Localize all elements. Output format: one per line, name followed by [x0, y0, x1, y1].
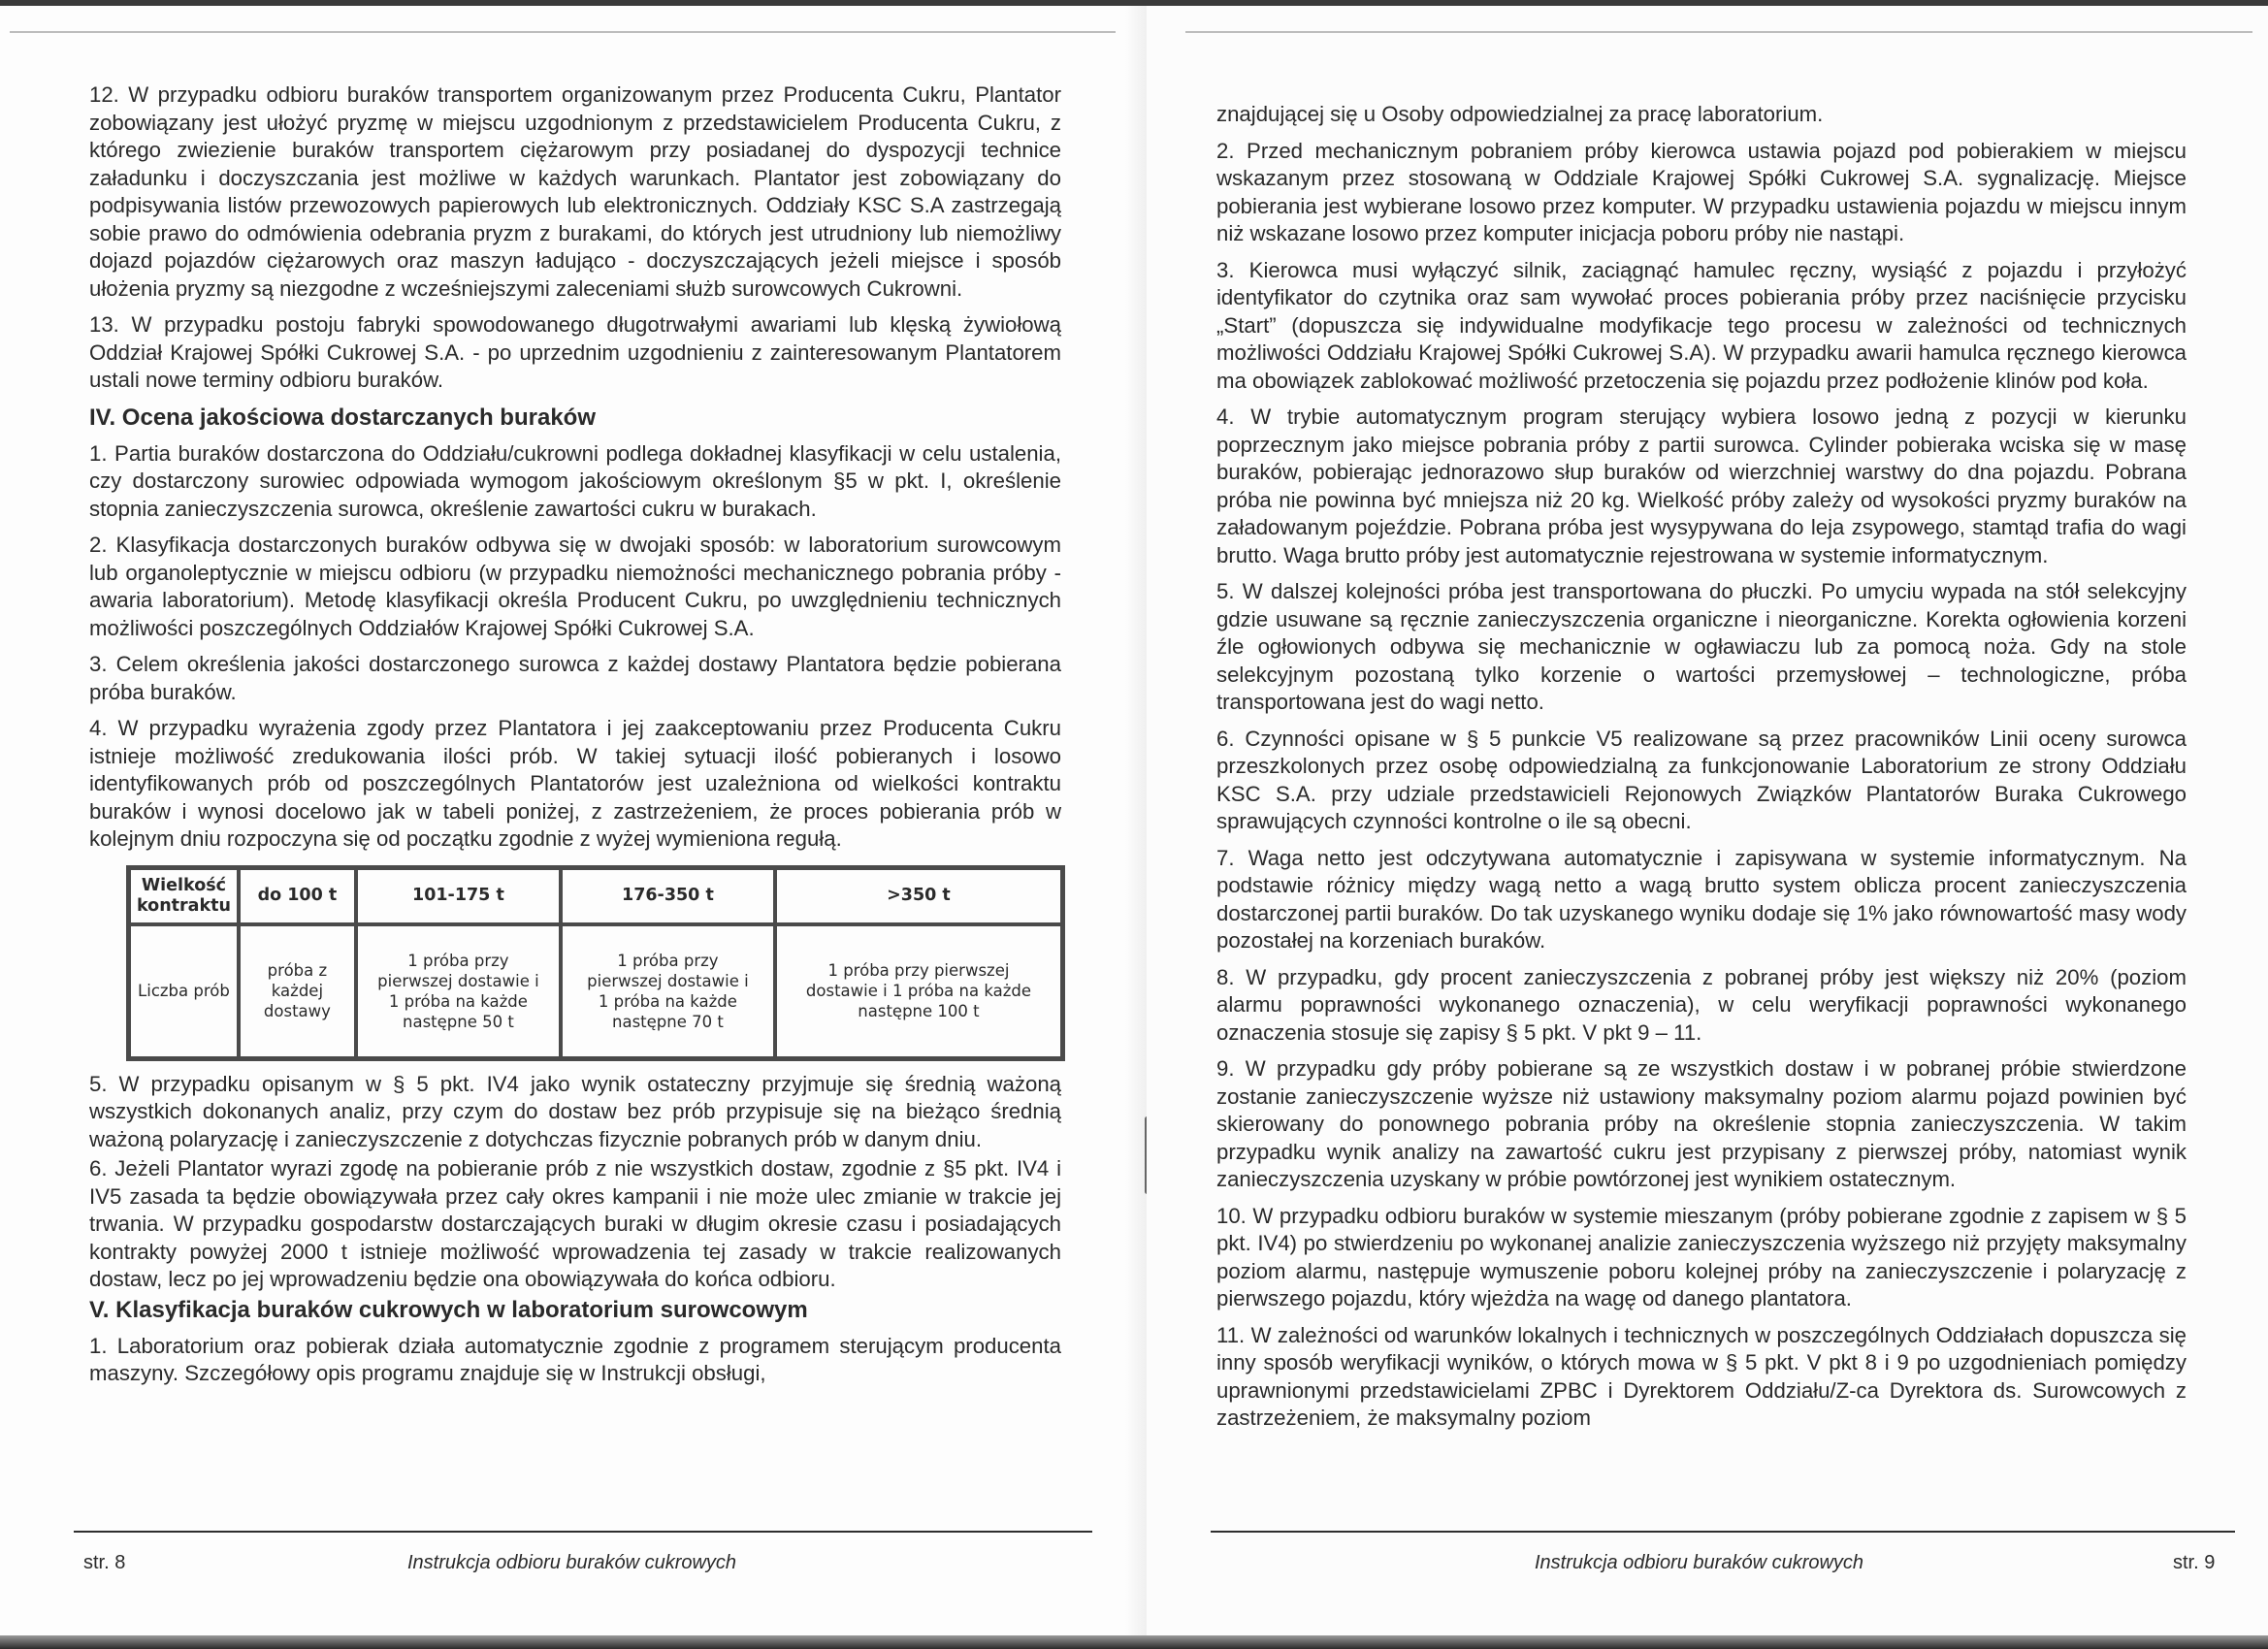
footer-document-title-left: Instrukcja odbioru buraków cukrowych: [407, 1552, 737, 1573]
section-v-paragraph-1-start: 1. Laboratorium oraz pobierak działa automatycznie zgodnie z programem sterującym producenta maszyny. Szczegółowy opis programu znajduje się w Instrukcji obsługi,: [89, 1333, 1061, 1385]
table-header-upto-100: do 100 t: [239, 867, 356, 924]
table-cell-176-350: 1 próba przy pierwszej dostawie i 1 próba na każde następne 70 t: [561, 924, 775, 1059]
scanner-edge-shadow: [0, 1635, 2268, 1649]
section-iv-paragraph-1: 1. Partia buraków dostarczona do Oddziału/cukrowni podlega dokładnej klasyfikacji w celu ustalenia, czy dostarczony surowiec odpowiada wymogom jakościowym określonym §5 w pkt. I, określenie stopnia zanieczyszczenia surowca, określenie zawartości cukru w burakach.: [89, 440, 1061, 521]
section-v-paragraph-10: 10. W przypadku odbioru buraków w systemie mieszanym (próby pobierane zgodnie z zapisem w § 5 pkt. IV4) po stwierdzeniu po wykonanej analizie zanieczyszczenia wyższego niż przyjęty maksymalny poziom alarmu, następuje wymuszenie poboru kolejnej próby na zanieczyszczenie i polaryzację z pierwszego pojazdu, który wjeżdża na wagę od danego plantatora.: [1216, 1203, 2187, 1310]
table-header-over-350: >350 t: [775, 867, 1063, 924]
footer-rule-right: [1211, 1531, 2235, 1533]
section-iv-paragraph-2: 2. Klasyfikacja dostarczonych buraków odbywa się w dwojaki sposób: w laboratorium surowcowym lub organoleptycznie w miejscu odbioru (w przypadku niemożności mechanicznego pobrania próby - awaria laboratorium). Metodę klasyfikacji określa Producent Cukru, po uwzględnieniu technicznych możliwości poszczególnych Oddziałów Krajowej Spółki Cukrowej S.A.: [89, 533, 1061, 640]
table-header-row: [129, 867, 1063, 924]
page-number-right: str. 9: [2173, 1552, 2216, 1573]
section-iv-heading: IV. Ocena jakościowa dostarczanych buraków: [89, 404, 596, 431]
top-edge-rule-right: [1185, 31, 2252, 33]
section-v-paragraph-11: 11. W zależności od warunków lokalnych i technicznych w poszczególnych Oddziałach dopuszcza się inny sposób weryfikacji wyników, o których mowa w § 5 pkt. V pkt 8 i 9 po uzgodnieniach pomiędzy uprawnionymi przedstawicielami ZPBC i Dyrektorem Oddziału/Z-ca Dyrektora ds. Surowcowych z zastrzeżeniem, że maksymalny poziom: [1216, 1322, 2187, 1430]
page-8: [0, 6, 1147, 1635]
section-iv-paragraph-5: 5. W przypadku opisanym w § 5 pkt. IV4 jako wynik ostateczny przyjmuje się średnią ważoną wszystkich dokonanych analiz, przy czym do dostaw bez prób przypisuje się na bieżąco średnią ważoną polaryzację i zanieczyszczenie z dotychczas fizycznie pobranych prób w danym dniu.: [89, 1071, 1061, 1151]
section-v-paragraph-2: 2. Przed mechanicznym pobraniem próby kierowca ustawia pojazd pod pobierakiem w miejscu wskazanym przez stosowaną w Oddziale Krajowej Spółki Cukrowej S.A. sygnalizację. Miejsce pobierania jest wybierane losowo przez komputer. W przypadku ustawienia pojazdu w miejscu innym niż wskazane losowo przez komputer inicjacja poboru próby nie nastąpi.: [1216, 138, 2187, 245]
section-v-paragraph-6: 6. Czynności opisane w § 5 punkcie V5 realizowane są przez pracowników Linii oceny surowca przeszkolonych przez osobę odpowiedzialną za funkcjonowanie Laboratorium ze strony Oddziału KSC S.A. przy udziale przedstawicieli Rejonowych Związków Plantatorów Buraka Cukrowego sprawujących czynności kontrolne o ile są obecni.: [1216, 726, 2187, 833]
left-page-text-column: [89, 81, 1061, 1397]
table-header-101-175: 101-175 t: [356, 867, 561, 924]
table-header-176-350: 176-350 t: [561, 867, 775, 924]
section-v-paragraph-3: 3. Kierowca musi wyłączyć silnik, zaciągnąć hamulec ręczny, wysiąść z pojazdu i przyłożyć identyfikator do czytnika oraz sam wywołać proces pobierania próby przez naciśnięcie przycisku „Start” (dopuszcza się indywidualne modyfikacje tego procesu w zależności od technicznych możliwości Oddziału Krajowej Spółki Cukrowej S.A). W przypadku awarii hamulca ręcznego kierowca ma obowiązek zablokować możliwość przetoczenia się pojazdu przez podłożenie klinów pod koła.: [1216, 257, 2187, 393]
booklet-spread: [0, 6, 2268, 1635]
section-v-paragraph-5: 5. W dalszej kolejności próba jest transportowana do płuczki. Po umyciu wypada na stół selekcyjny gdzie usuwane są ręcznie zanieczyszczenia organiczne i nieorganiczne. Korekta ogłowienia korzeni źle ogłowionych odbywa się mechanicznie w ogławiaczu lub za pomocą noża. Gdy na stole selekcyjnym pozostaną tylko korzenie o wartości przemysłowej – technologiczne, próba transportowana jest do wagi netto.: [1216, 579, 2187, 714]
top-edge-rule: [10, 31, 1116, 33]
table-cell-label: Liczba prób: [129, 924, 239, 1059]
page-number-left: str. 8: [83, 1552, 126, 1573]
page-9: [1147, 6, 2268, 1635]
table-header-contract-size: Wielkość kontraktu: [129, 867, 239, 924]
section-v-paragraph-8: 8. W przypadku, gdy procent zanieczyszczenia z pobranej próby jest większy niż 20% (poziom alarmu poprawności wykonanego oznaczenia), w celu weryfikacji poprawności wykonanego oznaczenia stosuje się zapisy § 5 pkt. V pkt 9 – 11.: [1216, 964, 2187, 1045]
table-row: [129, 924, 1063, 1059]
table-cell-upto-100: próba z każdej dostawy: [239, 924, 356, 1059]
section-v-paragraph-9: 9. W przypadku gdy próby pobierane są ze wszystkich dostaw i w pobranej próbie stwierdzone zostanie zanieczyszczenie wyższe niż ustawiony maksymalny poziom alarmu pojazd powinien być skierowany do ponownego pobrania próby na określenie stopnia zanieczyszczenia. W takim przypadku wynik analizy na zawartość cukru jest przypisany z pierwszej próby, natomiast wynik zanieczyszczenia uzyskany w próbie powtórzonej jest wynikiem ostatecznym.: [1216, 1056, 2187, 1191]
sample-count-table: [126, 865, 1065, 1061]
table-cell-over-350: 1 próba przy pierwszej dostawie i 1 próba na każde następne 100 t: [775, 924, 1063, 1059]
section-iv-paragraph-4: 4. W przypadku wyrażenia zgody przez Plantatora i jej zaakceptowaniu przez Producenta Cukru istnieje możliwość zredukowania ilości prób. W takiej sytuacji ilość pobieranych i losowo identyfikowanych prób od poszczególnych Plantatorów jest uzależniona od wielkości kontraktu buraków i wynosi docelowo jak w tabeli poniżej, z zastrzeżeniem, że proces pobierania prób w kolejnym dniu rozpoczyna się od początku zgodnie z wyżej wymieniona regułą.: [89, 716, 1061, 851]
section-iv-paragraph-3: 3. Celem określenia jakości dostarczonego surowca z każdej dostawy Plantatora będzie pobierana próba buraków.: [89, 652, 1061, 704]
right-page-text-column: [1216, 101, 2187, 1441]
table-cell-101-175: 1 próba przy pierwszej dostawie i 1 próba na każde następne 50 t: [356, 924, 561, 1059]
paragraph-13: 13. W przypadku postoju fabryki spowodowanego długotrwałymi awariami lub klęską żywiołową Oddział Krajowej Spółki Cukrowej S.A. - po uprzednim uzgodnieniu z zainteresowanym Plantatorem ustali nowe terminy odbioru buraków.: [89, 312, 1061, 392]
section-v-paragraph-1-end: znajdującej się u Osoby odpowiedzialnej za pracę laboratorium.: [1216, 102, 1824, 126]
paragraph-12: 12. W przypadku odbioru buraków transportem organizowanym przez Producenta Cukru, Plantator zobowiązany jest ułożyć pryzmę w miejscu uzgodnionym z przedstawicielem Producenta Cukru, z którego zwiezienie buraków transportem ciężarowym przy posiadanej do dyspozycji technice załadunku i doczyszczania jest możliwe w każdych warunkach. Plantator jest zobowiązany do podpisywania listów przewozowych papierowych lub elektronicznych. Oddziały KSC S.A zastrzegają sobie prawo do odmówienia odebrania pryzm z burakami, do których jest utrudniony lub niemożliwy dojazd pojazdów ciężarowych oraz maszyn ładująco - doczyszczających jeżeli miejsce i sposób ułożenia pryzmy są niezgodne z wcześniejszymi zaleceniami służb surowcowych Cukrowni.: [89, 82, 1061, 301]
footer-document-title-right: Instrukcja odbioru buraków cukrowych: [1535, 1552, 1864, 1573]
section-v-heading: V. Klasyfikacja buraków cukrowych w laboratorium surowcowym: [89, 1296, 808, 1323]
section-v-paragraph-4: 4. W trybie automatycznym program sterujący wybiera losowo jedną z pozycji w kierunku poprzecznym jako miejsce pobrania próby z partii surowca. Cylinder pobieraka wciska się w masę buraków, pobierając jednorazowo słup buraków od wierzchniej warstwy do dna pojazdu. Pobrana próba nie powinna być mniejsza niż 20 kg. Wielkość próby zależy od wysokości pryzmy buraków na załadowanym pojeździe. Pobrana próba jest wysypywana do leja zsypowego, stamtąd trafia do wagi brutto. Waga brutto próby jest automatycznie rejestrowana w systemie informatycznym.: [1216, 404, 2187, 567]
footer-rule: [74, 1531, 1092, 1533]
section-v-paragraph-7: 7. Waga netto jest odczytywana automatycznie i zapisywana w systemie informatycznym. Na podstawie różnicy między wagą netto a wagą brutto system oblicza procent zanieczyszczenia dostarczonej partii buraków. Do tak uzyskanego wyniku dodaje się 1% jako równowartość masy wody pozostałej na korzeniach buraków.: [1216, 845, 2187, 953]
section-iv-paragraph-6: 6. Jeżeli Plantator wyrazi zgodę na pobieranie prób z nie wszystkich dostaw, zgodnie z §5 pkt. IV4 i IV5 zasada ta będzie obowiązywała przez cały okres kampanii i nie może ulec zmianie w trakcie jej trwania. W przypadku gospodarstw dostarczających buraki w długim okresie czasu i posiadających kontrakty powyżej 2000 t istnieje możliwość wprowadzenia tej zasady w trakcie realizowanych dostaw, lecz po jej wprowadzeniu będzie ona obowiązywała do końca odbioru.: [89, 1156, 1061, 1291]
